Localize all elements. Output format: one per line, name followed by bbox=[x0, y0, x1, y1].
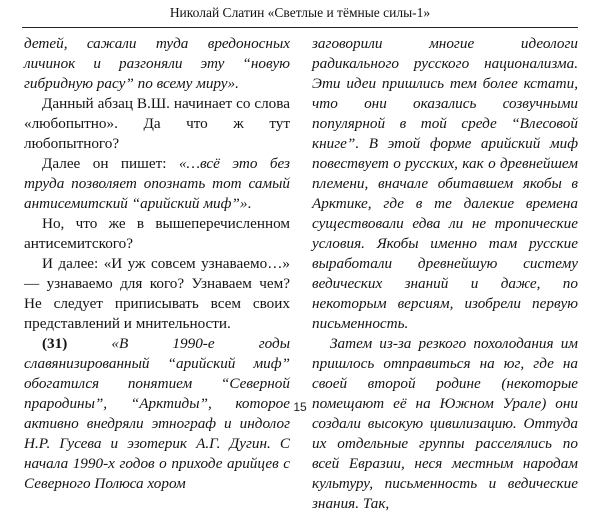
quoted-text: Затем из-за резкого похолодания им пришлось отправиться на юг, где на своей второй родине (некоторые помещают её на Южном Урале) они создали высокую цивилизацию. Оттуда их отдельные группы расселялись по всей Евразии, неся местным народам культуру, письменность и ведические знания. Так, bbox=[312, 335, 578, 512]
paragraph bbox=[24, 34, 290, 94]
quoted-text: «…всё это без труда позволяет опознать тот самый антисемитский “арийский миф”» bbox=[24, 155, 290, 212]
paragraph bbox=[24, 154, 290, 214]
paragraph-text: Далее он пишет: bbox=[42, 155, 179, 172]
paragraph-text: . bbox=[247, 195, 252, 212]
right-column bbox=[312, 34, 578, 514]
quote-number: (31) bbox=[42, 335, 68, 352]
paragraph: И далее: «И уж совсем узнаваемо…» — узнаваемо для кого? Узнаваем чем? Не следует приписывать всем своих представлений и мнительности. bbox=[24, 255, 290, 332]
page-number: 15 bbox=[293, 400, 307, 414]
left-column bbox=[24, 34, 290, 494]
paragraph: Но, что же в вышеперечисленном антисемитского? bbox=[24, 215, 290, 252]
running-header: Николай Слатин «Светлые и тёмные силы-1» bbox=[22, 0, 578, 28]
paragraph bbox=[312, 34, 578, 334]
paragraph-text: детей, сажали туда вредоносных личинок и разгоняли эту “новую гибридную расу” по всему миру». bbox=[24, 35, 290, 92]
quoted-text: заговорили многие идеологи радикального русского национализма. Эти идеи пришлись тем более кстати, что они оказались созвучными популярной в той среде “Влесовой книге”. В этой форме арийский миф повествует о русских, как о древнейшем племени, вначале обитавшем якобы в Арктике, где в те далекие времена существовали едва ли не тропические условия. Якобы именно там русские выработали древнейшую систему ведических знаний и даже, по некоторым версиям, изобрели первую письменность. bbox=[312, 35, 578, 332]
paragraph bbox=[24, 334, 290, 494]
paragraph: Данный абзац В.Ш. начинает со слова «любопытно». Да что ж тут любопытного? bbox=[24, 95, 290, 152]
quoted-text: «В 1990-е годы славянизированный “арийский миф” обогатился понятием “Северной прародины”, “Арктиды”, которое активно внедряли этнограф и индолог Н.Р. Гусева и эзотерик А.Г. Дугин. С начала 1990-х годов о приходе арийцев с Северного Полюса хором bbox=[24, 335, 290, 492]
paragraph bbox=[312, 334, 578, 514]
